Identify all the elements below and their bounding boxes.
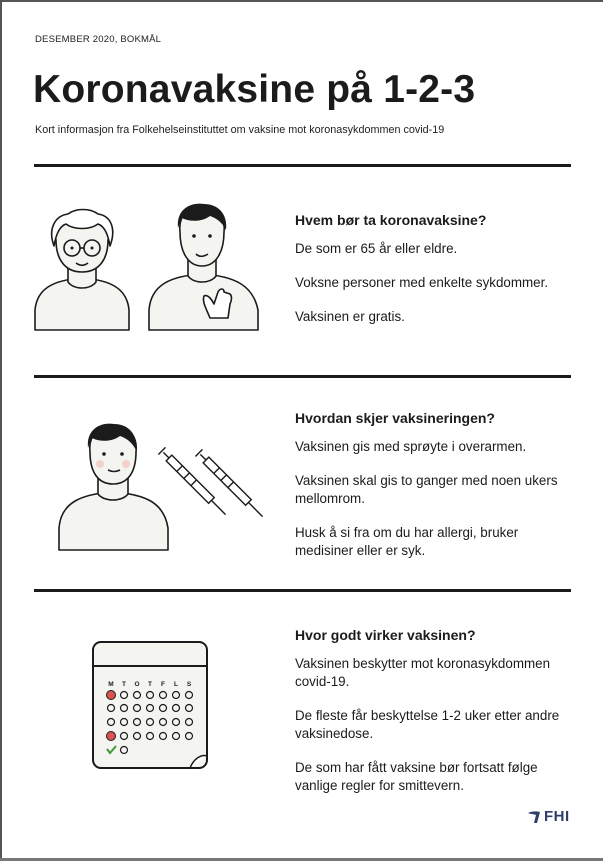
page-subtitle: Kort informasjon fra Folkehelseinstituttet om vaksine mot koronasykdommen covid-19 — [35, 124, 445, 136]
weekday-label: T — [122, 681, 126, 688]
person-and-syringes-icon — [56, 420, 266, 555]
section-heading: Hvem bør ta koronavaksine? — [295, 212, 487, 228]
page-border-top — [0, 0, 603, 2]
weekday-label: O — [134, 681, 140, 688]
section-divider — [34, 375, 571, 378]
section-paragraph: Vaksinen skal gis to ganger med noen ukers mellomrom. — [295, 473, 558, 506]
section-who — [295, 212, 580, 342]
fhi-logo-text: FHI — [544, 808, 570, 825]
weekday-label: M — [108, 681, 114, 688]
section-paragraph: Husk å si fra om du har allergi, bruker medisiner eller er syk. — [295, 525, 519, 558]
fhi-logo-icon — [526, 809, 542, 825]
section-paragraph: De som er 65 år eller eldre. — [295, 241, 458, 256]
weekday-label: F — [161, 681, 165, 688]
page-title: Koronavaksine på 1-2-3 — [33, 68, 476, 111]
page-border-left — [0, 0, 2, 861]
dateline: DESEMBER 2020, BOKMÅL — [35, 34, 162, 45]
section-paragraph: Voksne personer med enkelte sykdommer. — [295, 275, 549, 290]
section-paragraph: Vaksinen beskytter mot koronasykdommen covid-19. — [295, 656, 551, 689]
section-divider — [34, 589, 571, 592]
section-how — [295, 410, 580, 576]
fhi-logo — [526, 808, 570, 825]
section-paragraph: De som har fått vaksine bør fortsatt følge vanlige regler for smittevern. — [295, 760, 538, 793]
section-effect — [295, 627, 580, 811]
section-divider — [34, 164, 571, 167]
section-paragraph: Vaksinen er gratis. — [295, 309, 405, 324]
section-paragraph: De fleste får beskyttelse 1-2 uker etter andre vaksinedose. — [295, 708, 560, 741]
elderly-and-adult-icon — [32, 200, 267, 335]
section-heading: Hvordan skjer vaksineringen? — [295, 410, 495, 426]
weekday-label: L — [174, 681, 178, 688]
calendar-icon — [90, 640, 210, 772]
section-heading: Hvor godt virker vaksinen? — [295, 627, 476, 643]
weekday-label: S — [186, 681, 192, 688]
weekday-label: T — [148, 681, 152, 688]
section-paragraph: Vaksinen gis med sprøyte i overarmen. — [295, 439, 527, 454]
